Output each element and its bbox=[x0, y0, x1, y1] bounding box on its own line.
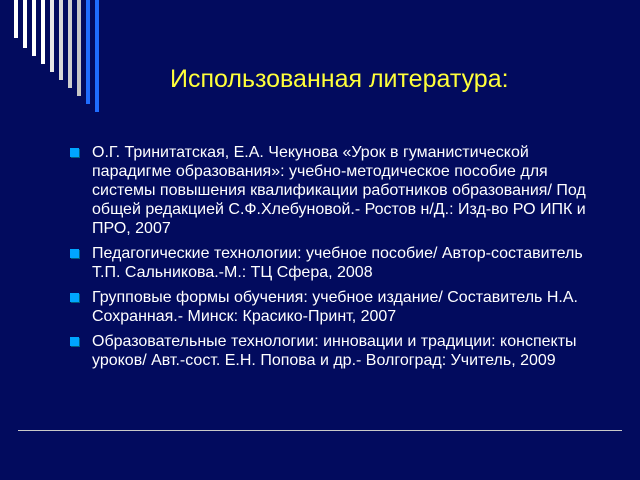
list-item-text: Педагогические технологии: учебное пособие/ Автор-составитель Т.П. Сальникова.-М.: ТЦ Сфера, 2008 bbox=[92, 245, 583, 281]
list-item bbox=[70, 332, 610, 370]
list-item bbox=[70, 288, 610, 326]
decorative-stripes-graphic bbox=[12, 0, 112, 120]
list-item-text: Групповые формы обучения: учебное издание/ Составитель Н.А. Сохранная.- Минск: Красико-Принт, 2007 bbox=[92, 289, 578, 325]
list-item bbox=[70, 244, 610, 282]
bibliography-list bbox=[70, 143, 610, 376]
list-item-text: Образовательные технологии: инновации и традиции: конспекты уроков/ Авт.-сост. Е.Н. Попова и др.- Волгоград: Учитель, 2009 bbox=[92, 333, 577, 369]
square-bullet-icon bbox=[70, 148, 79, 157]
slide-title: Использованная литература: bbox=[170, 65, 509, 93]
bottom-divider bbox=[18, 430, 622, 431]
list-item bbox=[70, 143, 610, 238]
square-bullet-icon bbox=[70, 249, 79, 258]
square-bullet-icon bbox=[70, 337, 79, 346]
decorative-stripes bbox=[12, 0, 112, 120]
list-item-text: О.Г. Тринитатская, Е.А. Чекунова «Урок в гуманистической парадигме образования»: учебно-методическое пособие для системы повышения квалификации работников образования/ Под общей редакцией С.Ф.Хлебуновой.- Ростов н/Д.: Изд-во РО ИПК и ПРО, 2007 bbox=[92, 144, 586, 237]
square-bullet-icon bbox=[70, 293, 79, 302]
